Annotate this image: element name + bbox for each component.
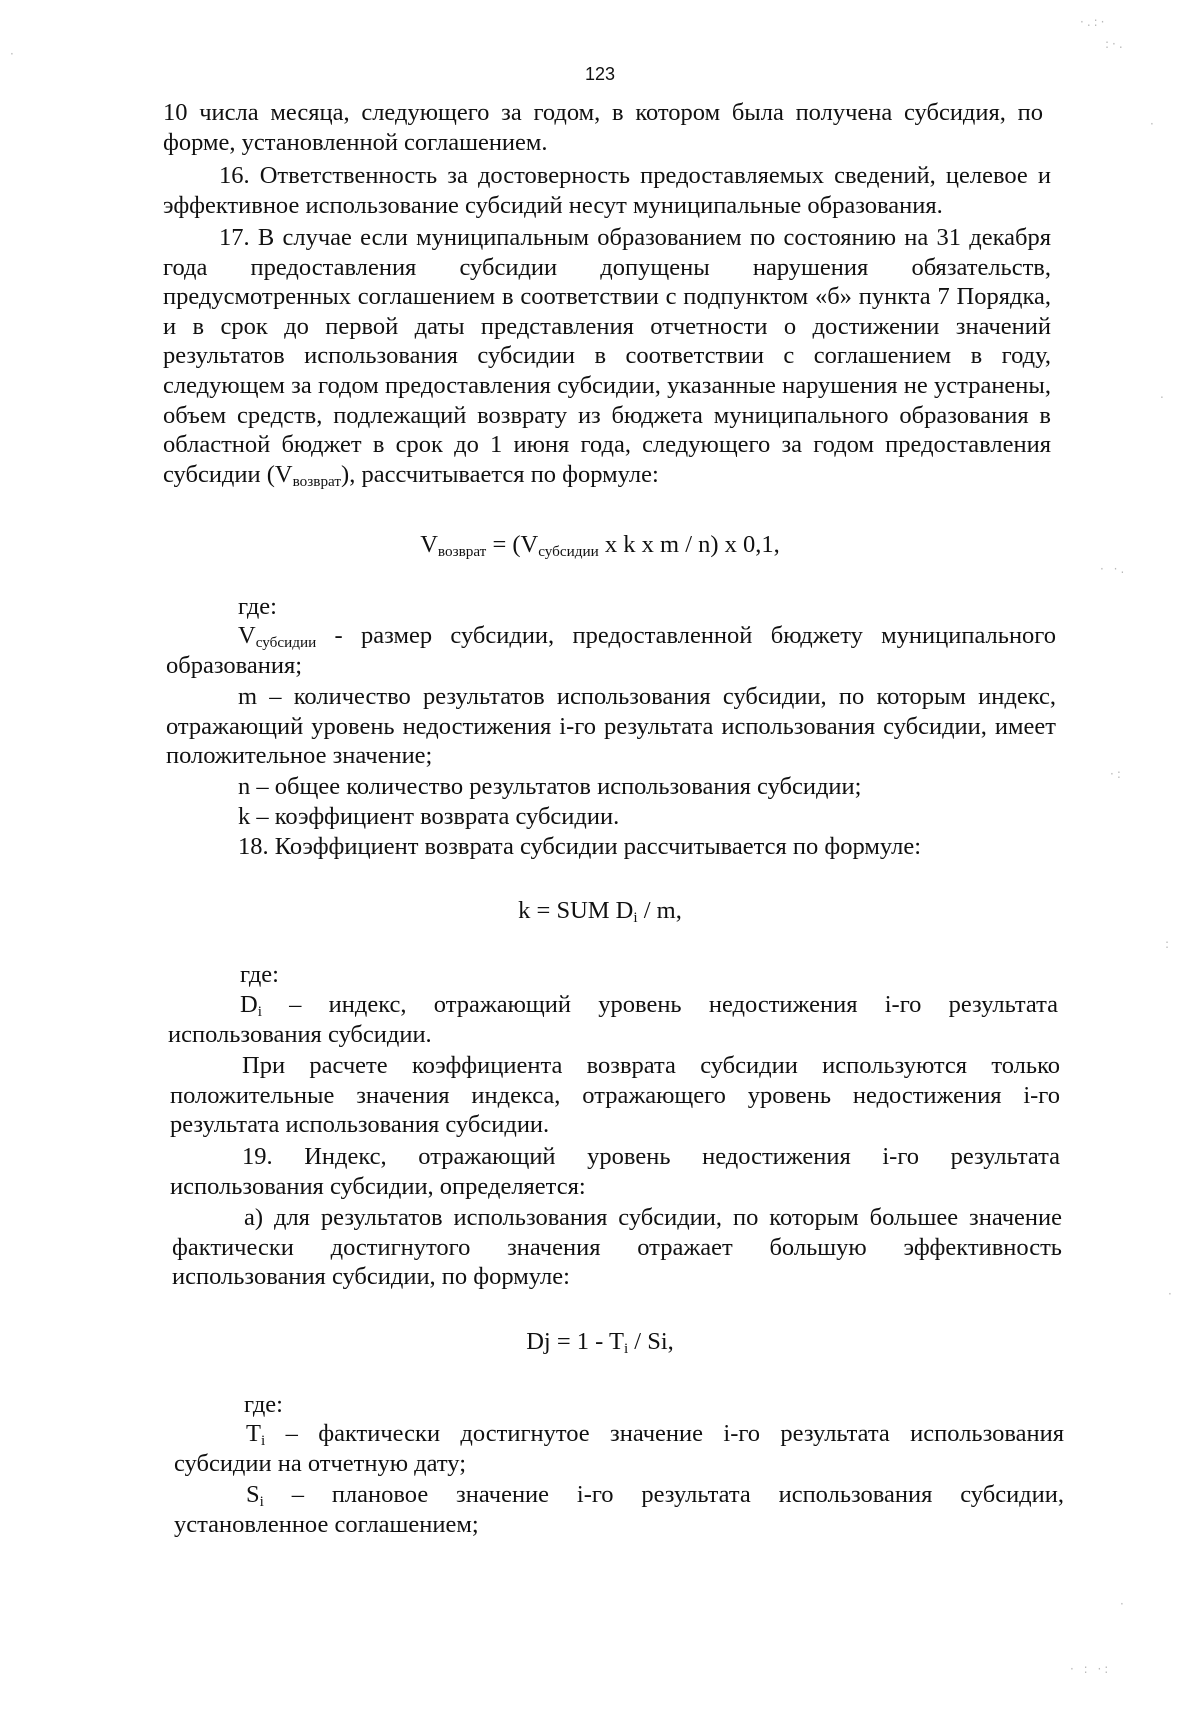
definition-k: k – коэффициент возврата субсидии. — [238, 803, 620, 830]
definition-t — [174, 1419, 1064, 1478]
definition-v-subsidy — [166, 621, 1056, 680]
paragraph-17-end: ), рассчитывается по формуле: — [341, 460, 659, 488]
scan-noise: ·.:· — [1080, 15, 1108, 29]
paragraph-17 — [163, 223, 1051, 489]
def-t-symbol: T — [246, 1420, 261, 1447]
def-s-symbol: S — [246, 1481, 260, 1508]
formula-v: V — [420, 531, 438, 558]
where-label-3: где: — [244, 1391, 283, 1418]
def-t-text: – фактически достигнутое значение i-го результата использования субсидии на отчетную дату; — [174, 1420, 1064, 1477]
formula-dj-subscript: i — [623, 1339, 629, 1357]
scan-noise: . — [1160, 387, 1167, 401]
scan-noise: : — [1165, 937, 1173, 951]
formula-dj — [0, 1327, 1200, 1357]
def-d-text: – индекс, отражающий уровень недостижения i-го результата использования субсидии. — [168, 991, 1058, 1048]
paragraph-16: 16. Ответственность за достоверность предоставляемых сведений, целевое и эффективное использование субсидий несут муниципальные образования. — [163, 162, 1051, 219]
def-t-subscript: i — [260, 1431, 266, 1449]
formula-mid: = (V — [486, 531, 539, 558]
v-return-subscript: возврат — [292, 472, 342, 490]
scan-noise: · — [10, 47, 17, 61]
def-v-subscript: субсидии — [255, 633, 317, 651]
where-label-2: где: — [240, 961, 279, 988]
scan-noise: · ·. — [1100, 562, 1128, 576]
where-label-1: где: — [238, 593, 277, 620]
def-d-symbol: D — [240, 991, 258, 1018]
paragraph-19a: а) для результатов использования субсидии, по которым большее значение фактически достигнутого значения отражает большую эффективность использования субсидии, по формуле: — [172, 1204, 1062, 1291]
scan-noise: · — [1150, 117, 1157, 131]
definition-d — [168, 990, 1058, 1049]
def-s-subscript: i — [259, 1492, 264, 1510]
paragraph-17-text: 17. В случае если муниципальным образованием по состоянию на 31 декабря года предоставления субсидии допущены нарушения обязательств, предусмотренных соглашением в соответствии с подпунктом «б» пункта 7 Порядка, и в срок до первой даты представления отчетности о достижении значений результатов использования субсидии в соответствии с соглашением в году, следующем за годом предоставления субсидии, указанные нарушения не устранены, объем средств, подлежащий возврату из бюджета муниципального образования в областной бюджет в срок до 1 июня года, следующего за годом предоставления субсидии (V — [163, 224, 1051, 488]
formula-k-right: / m, — [637, 897, 682, 924]
formula-sub-return: возврат — [437, 542, 487, 560]
formula-k-left: k = SUM D — [518, 897, 634, 924]
definition-s — [174, 1480, 1064, 1539]
def-d-subscript: i — [257, 1002, 262, 1020]
formula-v-return — [0, 530, 1200, 560]
scan-noise: :·. — [1105, 37, 1126, 51]
formula-k — [0, 896, 1200, 926]
paragraph-positive-values: При расчете коэффициента возврата субсидии используются только положительные значения индекса, отражающего уровень недостижения i-го результата использования субсидии. — [170, 1052, 1060, 1139]
formula-k-subscript: i — [633, 908, 638, 926]
page-number: 123 — [584, 64, 616, 84]
def-v-symbol: V — [238, 622, 256, 649]
paragraph-continuation: 10 числа месяца, следующего за годом, в котором была получена субсидия, по форме, установленной соглашением. — [163, 99, 1043, 156]
paragraph-19: 19. Индекс, отражающий уровень недостижения i-го результата использования субсидии, определяется: — [170, 1143, 1060, 1200]
scan-noise: · : ·: — [1070, 1662, 1112, 1676]
formula-dj-right: / Si, — [628, 1328, 674, 1355]
definition-n: n – общее количество результатов использования субсидии; — [238, 773, 862, 800]
scan-noise: · — [1168, 1287, 1175, 1301]
def-v-text: - размер субсидии, предоставленной бюджету муниципального образования; — [166, 622, 1056, 679]
definition-m: m – количество результатов использования субсидии, по которым индекс, отражающий уровень недостижения i-го результата использования субсидии, имеет положительное значение; — [166, 683, 1056, 770]
scan-noise: ·: — [1110, 767, 1124, 781]
paragraph-18: 18. Коэффициент возврата субсидии рассчитывается по формуле: — [238, 833, 922, 860]
formula-sub-subsidy: субсидии — [538, 542, 599, 560]
formula-dj-left: Dj = 1 - T — [526, 1328, 624, 1355]
def-s-text: – плановое значение i-го результата использования субсидии, установленное соглашением; — [174, 1481, 1064, 1538]
formula-end: x k x m / n) x 0,1, — [598, 531, 780, 558]
scan-noise: · — [1120, 1597, 1127, 1611]
